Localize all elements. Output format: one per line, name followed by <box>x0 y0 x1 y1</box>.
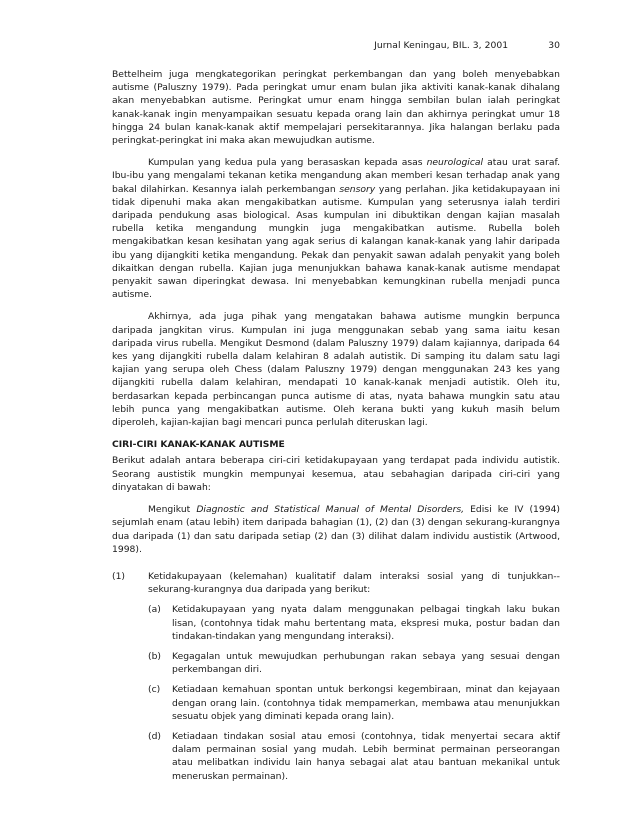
sub-item-d <box>148 730 560 783</box>
sub-item-c <box>148 683 560 723</box>
journal-title: Jurnal Keningau, BIL. 3, 2001 <box>374 40 509 51</box>
paragraph-2-part-c: yang perlahan. Jika ketidakupayaan ini tidak dipenuhi maka akan mengakibatkan autisme. Kumpulan yang seterusnya ialah terdiri daripada pendukung asas biological. Asas kumpulan ini dibuktikan dengan kajian masalah rubella ketika mengandung mungkin juga mengakibatkan autisme. Rubella boleh mengakibatkan kesan kesihatan yang agak serius di kalangan kanak-kanak yang lahir daripada ibu yang dijangkiti ketika mengandung. Pekak dan penyakit sawan adalah penyakit yang boleh dikaitkan dengan rubella. Kajian juga menunjukkan bahawa kanak-kanak autisme mendapat penyakit sawan diperingkat dewasa. Ini menyebabkan kemungkinan rubella menjadi punca autisme. <box>112 183 560 301</box>
page-number: 30 <box>548 40 560 51</box>
body-text <box>112 68 560 799</box>
sub-item-text: Ketidakupayaan yang nyata dalam menggunakan pelbagai tingkah laku bukan lisan, (contohnya tidak mahu bertentang mata, ekspresi muka, postur badan dan tindakan-tindakan yang mengundang interaksi). <box>172 604 560 642</box>
term-neurological: neurological <box>426 157 484 169</box>
section-heading: CIRI-CIRI KANAK-KANAK AUTISME <box>112 439 285 451</box>
sub-item-label: (d) <box>148 730 162 742</box>
paragraph-1: Bettelheim juga mengkategorikan peringkat perkembangan dan yang boleh menyebabkan autisme (Paluszny 1979). Pada peringkat umur enam bulan jika aktiviti kanak-kanak dihalang akan menyebabkan autisme. Peringkat umur enam hingga sembilan bulan ialah peringkat kanak-kanak ingin menyampaikan sesuatu kepada orang lain dan akhirnya peringkat umur 18 hingga 24 bulan kanak-kanak aktif mempelajari persekitarannya. Jika halangan berlaku pada peringkat-peringkat ini maka akan mewujudkan autisme. <box>112 69 560 147</box>
sub-item-text: Ketiadaan kemahuan spontan untuk berkongsi kegembiraan, minat dan kejayaan dengan orang lain. (contohnya tidak mempamerkan, membawa atau menunjukkan sesuatu objek yang diminati kepada orang lain). <box>172 684 560 722</box>
paragraph-5-part-a: Mengikut <box>148 504 197 516</box>
criteria-list-item-1 <box>112 570 560 790</box>
paragraph-2-part-b: atau urat saraf. Ibu-ibu yang mengalami tekanan ketika mengandung akan memberi kesan terhadap anak yang bakal dilahirkan. Kesannya ialah perkembangan <box>112 157 560 195</box>
manual-title: Diagnostic and Statistical Manual of Mental Disorders, <box>196 504 465 516</box>
sub-item-text: Ketiadaan tindakan sosial atau emosi (contohnya, tidak menyertai secara aktif dalam permainan sosial yang mudah. Lebih berminat permainan perseorangan atau melibatkan individu lain hanya sebagai alat atau bantuan mekanikal untuk meneruskan permainan). <box>172 730 560 782</box>
list-label: (1) <box>112 570 126 582</box>
sub-list <box>148 603 560 782</box>
sub-item-a <box>148 603 560 643</box>
list-text: Ketidakupayaan (kelemahan) kualitatif dalam interaksi sosial yang di tunjukkan-- sekurang-kurangnya dua daripada yang berikut: <box>148 570 560 596</box>
paragraph-5-part-b: Edisi ke IV (1994) sejumlah enam (atau lebih) item daripada bahagian (1), (2) dan (3) dengan sekurang-kurangnya dua daripada (1) dan satu daripada setiap (2) dan (3) dilihat dalam individu austistik (Artwood, 1998). <box>112 504 561 555</box>
sub-item-label: (c) <box>148 684 161 696</box>
sub-item-label: (b) <box>148 650 162 662</box>
sub-item-b <box>148 650 560 676</box>
paragraph-2 <box>112 156 560 301</box>
paragraph-5 <box>112 503 560 556</box>
term-sensory: sensory <box>339 183 376 195</box>
running-header <box>374 40 560 51</box>
paragraph-3: Akhirnya, ada juga pihak yang mengatakan bahawa autisme mungkin berpunca daripada jangkitan virus. Kumpulan ini juga menggunakan sebab yang sama iaitu kesan daripada virus rubella. Mengikut Desmond (dalam Paluszny 1979) dalam kajiannya, daripada 64 kes yang dijangkiti rubella dalam kelahiran 8 adalah autistik. Di samping itu dalam satu lagi kajian yang serupa oleh Chess (dalam Paluszny 1979) dengan menggunakan 243 kes yang dijangkiti rubella dalam kelahiran, mendapati 10 kanak-kanak menjadi autistik. Oleh itu, berdasarkan kepada perbincangan punca autisme di atas, nyata bahawa mungkin satu atau lebih punca yang mengakibatkan autisme. Oleh kerana bukti yang kukuh masih belum diperoleh, kajian-kajian bagi mencari punca perlulah diteruskan lagi. <box>112 311 560 429</box>
paragraph-4: Berikut adalah antara beberapa ciri-ciri ketidakupayaan yang terdapat pada individu autistik. Seorang austistik mungkin mempunyai kesemua, atau sebahagian daripada ciri-ciri yang dinyatakan di bawah: <box>112 455 560 493</box>
sub-item-text: Kegagalan untuk mewujudkan perhubungan rakan sebaya yang sesuai dengan perkembangan diri. <box>172 650 560 676</box>
paragraph-2-part-a: Kumpulan yang kedua pula yang berasaskan kepada asas <box>148 157 427 169</box>
list-body <box>148 570 560 790</box>
sub-item-label: (a) <box>148 604 161 616</box>
